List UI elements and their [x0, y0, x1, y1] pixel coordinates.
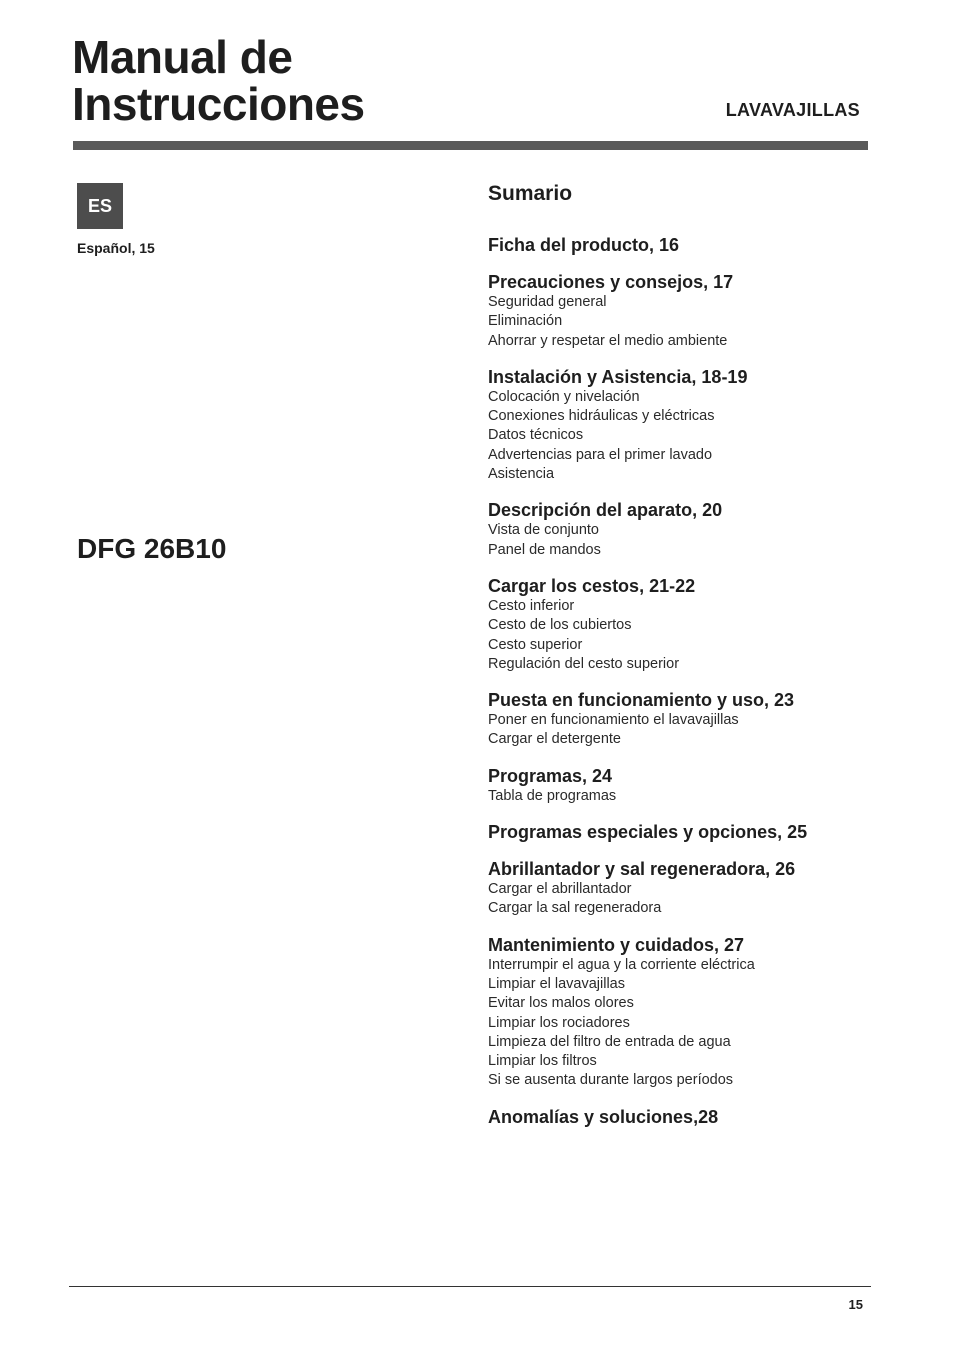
toc-subitems	[488, 787, 868, 806]
toc-subitem[interactable]: Seguridad general	[488, 294, 607, 310]
manual-title	[72, 31, 365, 130]
toc-subitems	[488, 711, 868, 750]
toc-sections	[488, 235, 868, 1128]
toc-subitem[interactable]: Limpiar los rociadores	[488, 1014, 630, 1031]
toc-section-title[interactable]: Abrillantador y sal regeneradora, 26	[488, 859, 796, 880]
toc-section-title[interactable]: Descripción del aparato, 20	[488, 500, 723, 521]
toc-subitem[interactable]: Limpiar los filtros	[488, 1053, 597, 1070]
footer-divider	[69, 1286, 871, 1287]
toc-subitem[interactable]: Cargar la sal regeneradora	[488, 900, 662, 917]
toc-subitem[interactable]: Advertencias para el primer lavado	[488, 446, 713, 463]
toc-subitems	[488, 880, 868, 919]
toc-section-title[interactable]: Programas especiales y opciones, 25	[488, 822, 808, 843]
toc-subitem[interactable]: Poner en funcionamiento el lavavajillas	[488, 712, 739, 729]
toc-subitem[interactable]: Panel de mandos	[488, 541, 601, 558]
page-number: 15	[848, 1297, 863, 1312]
toc-section-title[interactable]: Puesta en funcionamiento y uso, 23	[488, 690, 795, 711]
toc-subitem[interactable]: Cargar el detergente	[488, 731, 621, 748]
toc-section	[488, 766, 868, 806]
table-of-contents	[488, 182, 868, 1144]
toc-section-title[interactable]: Mantenimiento y cuidados, 27	[488, 934, 745, 955]
toc-subitem[interactable]: Cargar el abrillantador	[488, 881, 632, 898]
language-page-link[interactable]: Español, 15	[77, 240, 155, 256]
toc-subitem[interactable]: Eliminación	[488, 313, 563, 330]
toc-section	[488, 367, 868, 484]
toc-section	[488, 576, 868, 674]
toc-subitem[interactable]: Si se ausenta durante largos períodos	[488, 1072, 734, 1089]
toc-subitems	[488, 597, 868, 674]
toc-subitem[interactable]: Conexiones hidráulicas y eléctricas	[488, 408, 715, 425]
toc-subitem[interactable]: Colocación y nivelación	[488, 388, 640, 405]
toc-subitem[interactable]: Limpieza del filtro de entrada de agua	[488, 1033, 731, 1050]
toc-subitem[interactable]: Datos técnicos	[488, 427, 584, 444]
toc-subitem[interactable]: Limpiar el lavavajillas	[488, 975, 625, 992]
toc-subitems	[488, 521, 868, 560]
toc-subitem[interactable]: Interrumpir el agua y la corriente eléctrica	[488, 956, 755, 973]
manual-title-line2: Instrucciones	[72, 78, 365, 130]
toc-section	[488, 822, 868, 843]
toc-section-title[interactable]: Precauciones y consejos, 17	[488, 272, 734, 292]
toc-subitems	[488, 293, 868, 351]
language-badge: ES	[77, 183, 123, 229]
toc-section	[488, 690, 868, 750]
toc-subitems	[488, 388, 868, 484]
toc-section-title[interactable]: Instalación y Asistencia, 18-19	[488, 366, 748, 387]
model-name: DFG 26B10	[77, 533, 227, 564]
toc-section-title[interactable]: Cargar los cestos, 21-22	[488, 575, 696, 596]
toc-subitem[interactable]: Tabla de programas	[488, 787, 617, 804]
toc-subitem[interactable]: Ahorrar y respetar el medio ambiente	[488, 332, 728, 349]
toc-section-title[interactable]: Ficha del producto, 16	[488, 235, 680, 255]
toc-section-title[interactable]: Programas, 24	[488, 765, 613, 786]
toc-section	[488, 235, 868, 256]
toc-subitem[interactable]: Asistencia	[488, 466, 555, 483]
toc-section-title[interactable]: Anomalías y soluciones,28	[488, 1106, 719, 1127]
toc-heading: Sumario	[488, 182, 573, 205]
toc-subitem[interactable]: Evitar los malos olores	[488, 995, 634, 1012]
toc-section	[488, 1107, 868, 1128]
toc-subitem[interactable]: Regulación del cesto superior	[488, 655, 680, 672]
toc-section	[488, 272, 868, 351]
toc-section	[488, 859, 868, 919]
manual-title-line1: Manual de	[72, 31, 293, 83]
toc-subitems	[488, 956, 868, 1091]
product-category: LAVAVAJILLAS	[725, 100, 860, 120]
toc-subitem[interactable]: Vista de conjunto	[488, 522, 599, 539]
header-divider	[73, 141, 868, 150]
toc-subitem[interactable]: Cesto de los cubiertos	[488, 617, 632, 634]
toc-section	[488, 935, 868, 1091]
toc-section	[488, 500, 868, 560]
toc-subitem[interactable]: Cesto inferior	[488, 597, 575, 614]
toc-subitem[interactable]: Cesto superior	[488, 636, 583, 653]
